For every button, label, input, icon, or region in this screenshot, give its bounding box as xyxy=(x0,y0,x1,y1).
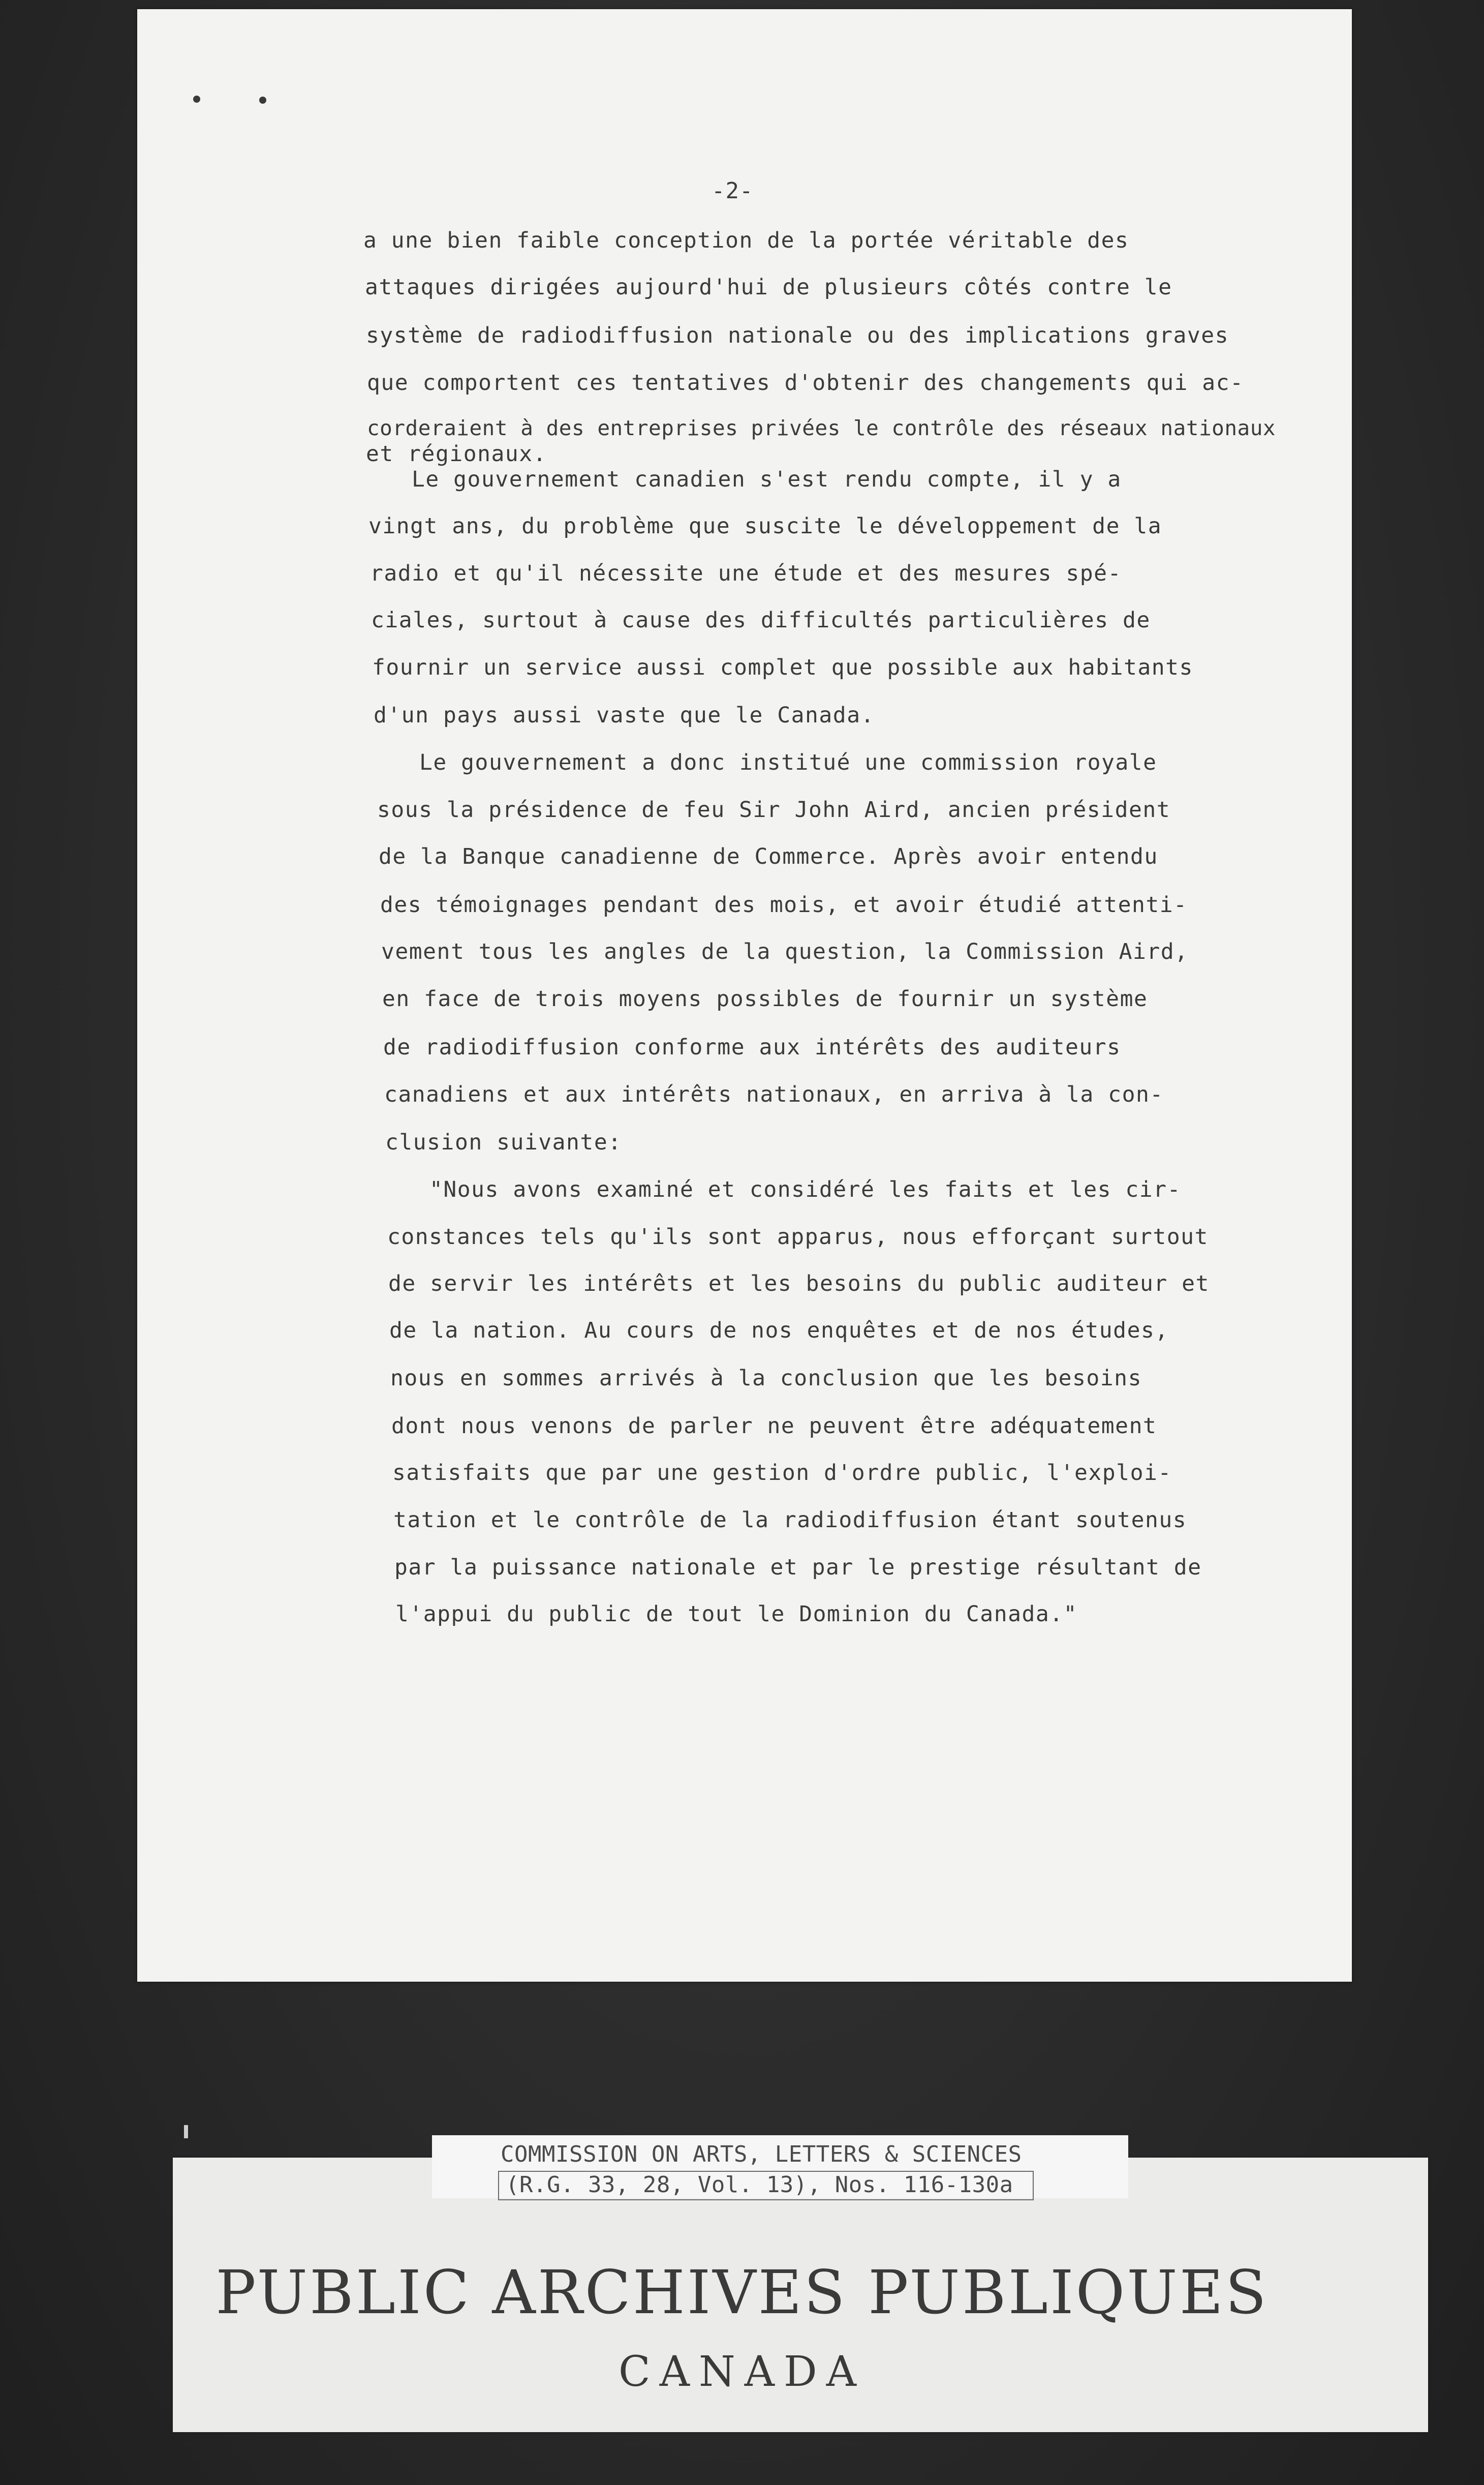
text-line: d'un pays aussi vaste que le Canada. xyxy=(374,703,875,728)
text-line: radio et qu'il nécessite une étude et des mesures spé- xyxy=(370,561,1122,586)
text-line: clusion suivante: xyxy=(385,1130,622,1155)
reference-line-2: (R.G. 33, 28, Vol. 13), Nos. 116-130a xyxy=(506,2172,1013,2198)
archive-title: PUBLIC ARCHIVES PUBLIQUES xyxy=(215,2257,1269,2327)
margin-dot xyxy=(259,97,266,104)
text-line: de servir les intérêts et les besoins du public auditeur et xyxy=(388,1271,1210,1296)
text-line: et régionaux. xyxy=(366,441,547,467)
text-line: attaques dirigées aujourd'hui de plusieurs côtés contre le xyxy=(365,275,1172,300)
text-line: ciales, surtout à cause des difficultés particulières de xyxy=(371,608,1151,633)
archive-country: CANADA xyxy=(619,2348,865,2396)
text-line: de la nation. Au cours de nos enquêtes et de nos études, xyxy=(389,1318,1169,1343)
text-line: par la puissance nationale et par le prestige résultant de xyxy=(394,1555,1202,1580)
page-number: -2- xyxy=(712,178,754,204)
text-line: de la Banque canadienne de Commerce. Après avoir entendu xyxy=(379,844,1158,869)
text-line: canadiens et aux intérêts nationaux, en arriva à la con- xyxy=(384,1082,1164,1107)
text-line: corderaient à des entreprises privées le contrôle des réseaux nationaux xyxy=(367,416,1276,440)
text-line: fournir un service aussi complet que possible aux habitants xyxy=(372,655,1193,680)
text-line: dont nous venons de parler ne peuvent être adéquatement xyxy=(391,1413,1157,1439)
text-line: a une bien faible conception de la portée véritable des xyxy=(363,228,1129,253)
text-line: sous la présidence de feu Sir John Aird, ancien président xyxy=(377,797,1171,823)
text-line: des témoignages pendant des mois, et avoir étudié attenti- xyxy=(380,892,1188,918)
text-line: en face de trois moyens possibles de fournir un système xyxy=(382,986,1148,1012)
film-mark xyxy=(184,2125,188,2138)
text-line: vement tous les angles de la question, la Commission Aird, xyxy=(381,939,1189,964)
text-line: nous en sommes arrivés à la conclusion que les besoins xyxy=(390,1366,1142,1391)
text-line: vingt ans, du problème que suscite le développement de la xyxy=(368,513,1162,539)
text-line: de radiodiffusion conforme aux intérêts des auditeurs xyxy=(383,1035,1121,1060)
text-line: tation et le contrôle de la radiodiffusion étant soutenus xyxy=(393,1507,1187,1533)
margin-dot xyxy=(193,96,200,103)
text-line: "Nous avons examiné et considéré les faits et les cir- xyxy=(429,1177,1181,1202)
text-line: que comportent ces tentatives d'obtenir des changements qui ac- xyxy=(367,370,1244,396)
text-line: système de radiodiffusion nationale ou des implications graves xyxy=(366,323,1229,348)
text-line: Le gouvernement a donc institué une commission royale xyxy=(419,750,1157,775)
text-line: satisfaits que par une gestion d'ordre public, l'exploi- xyxy=(392,1460,1172,1486)
text-line: constances tels qu'ils sont apparus, nous efforçant surtout xyxy=(387,1224,1209,1250)
text-line: l'appui du public de tout le Dominion du Canada." xyxy=(395,1601,1078,1627)
text-line: Le gouvernement canadien s'est rendu compte, il y a xyxy=(412,467,1122,492)
reference-line-1: COMMISSION ON ARTS, LETTERS & SCIENCES xyxy=(501,2141,1022,2167)
